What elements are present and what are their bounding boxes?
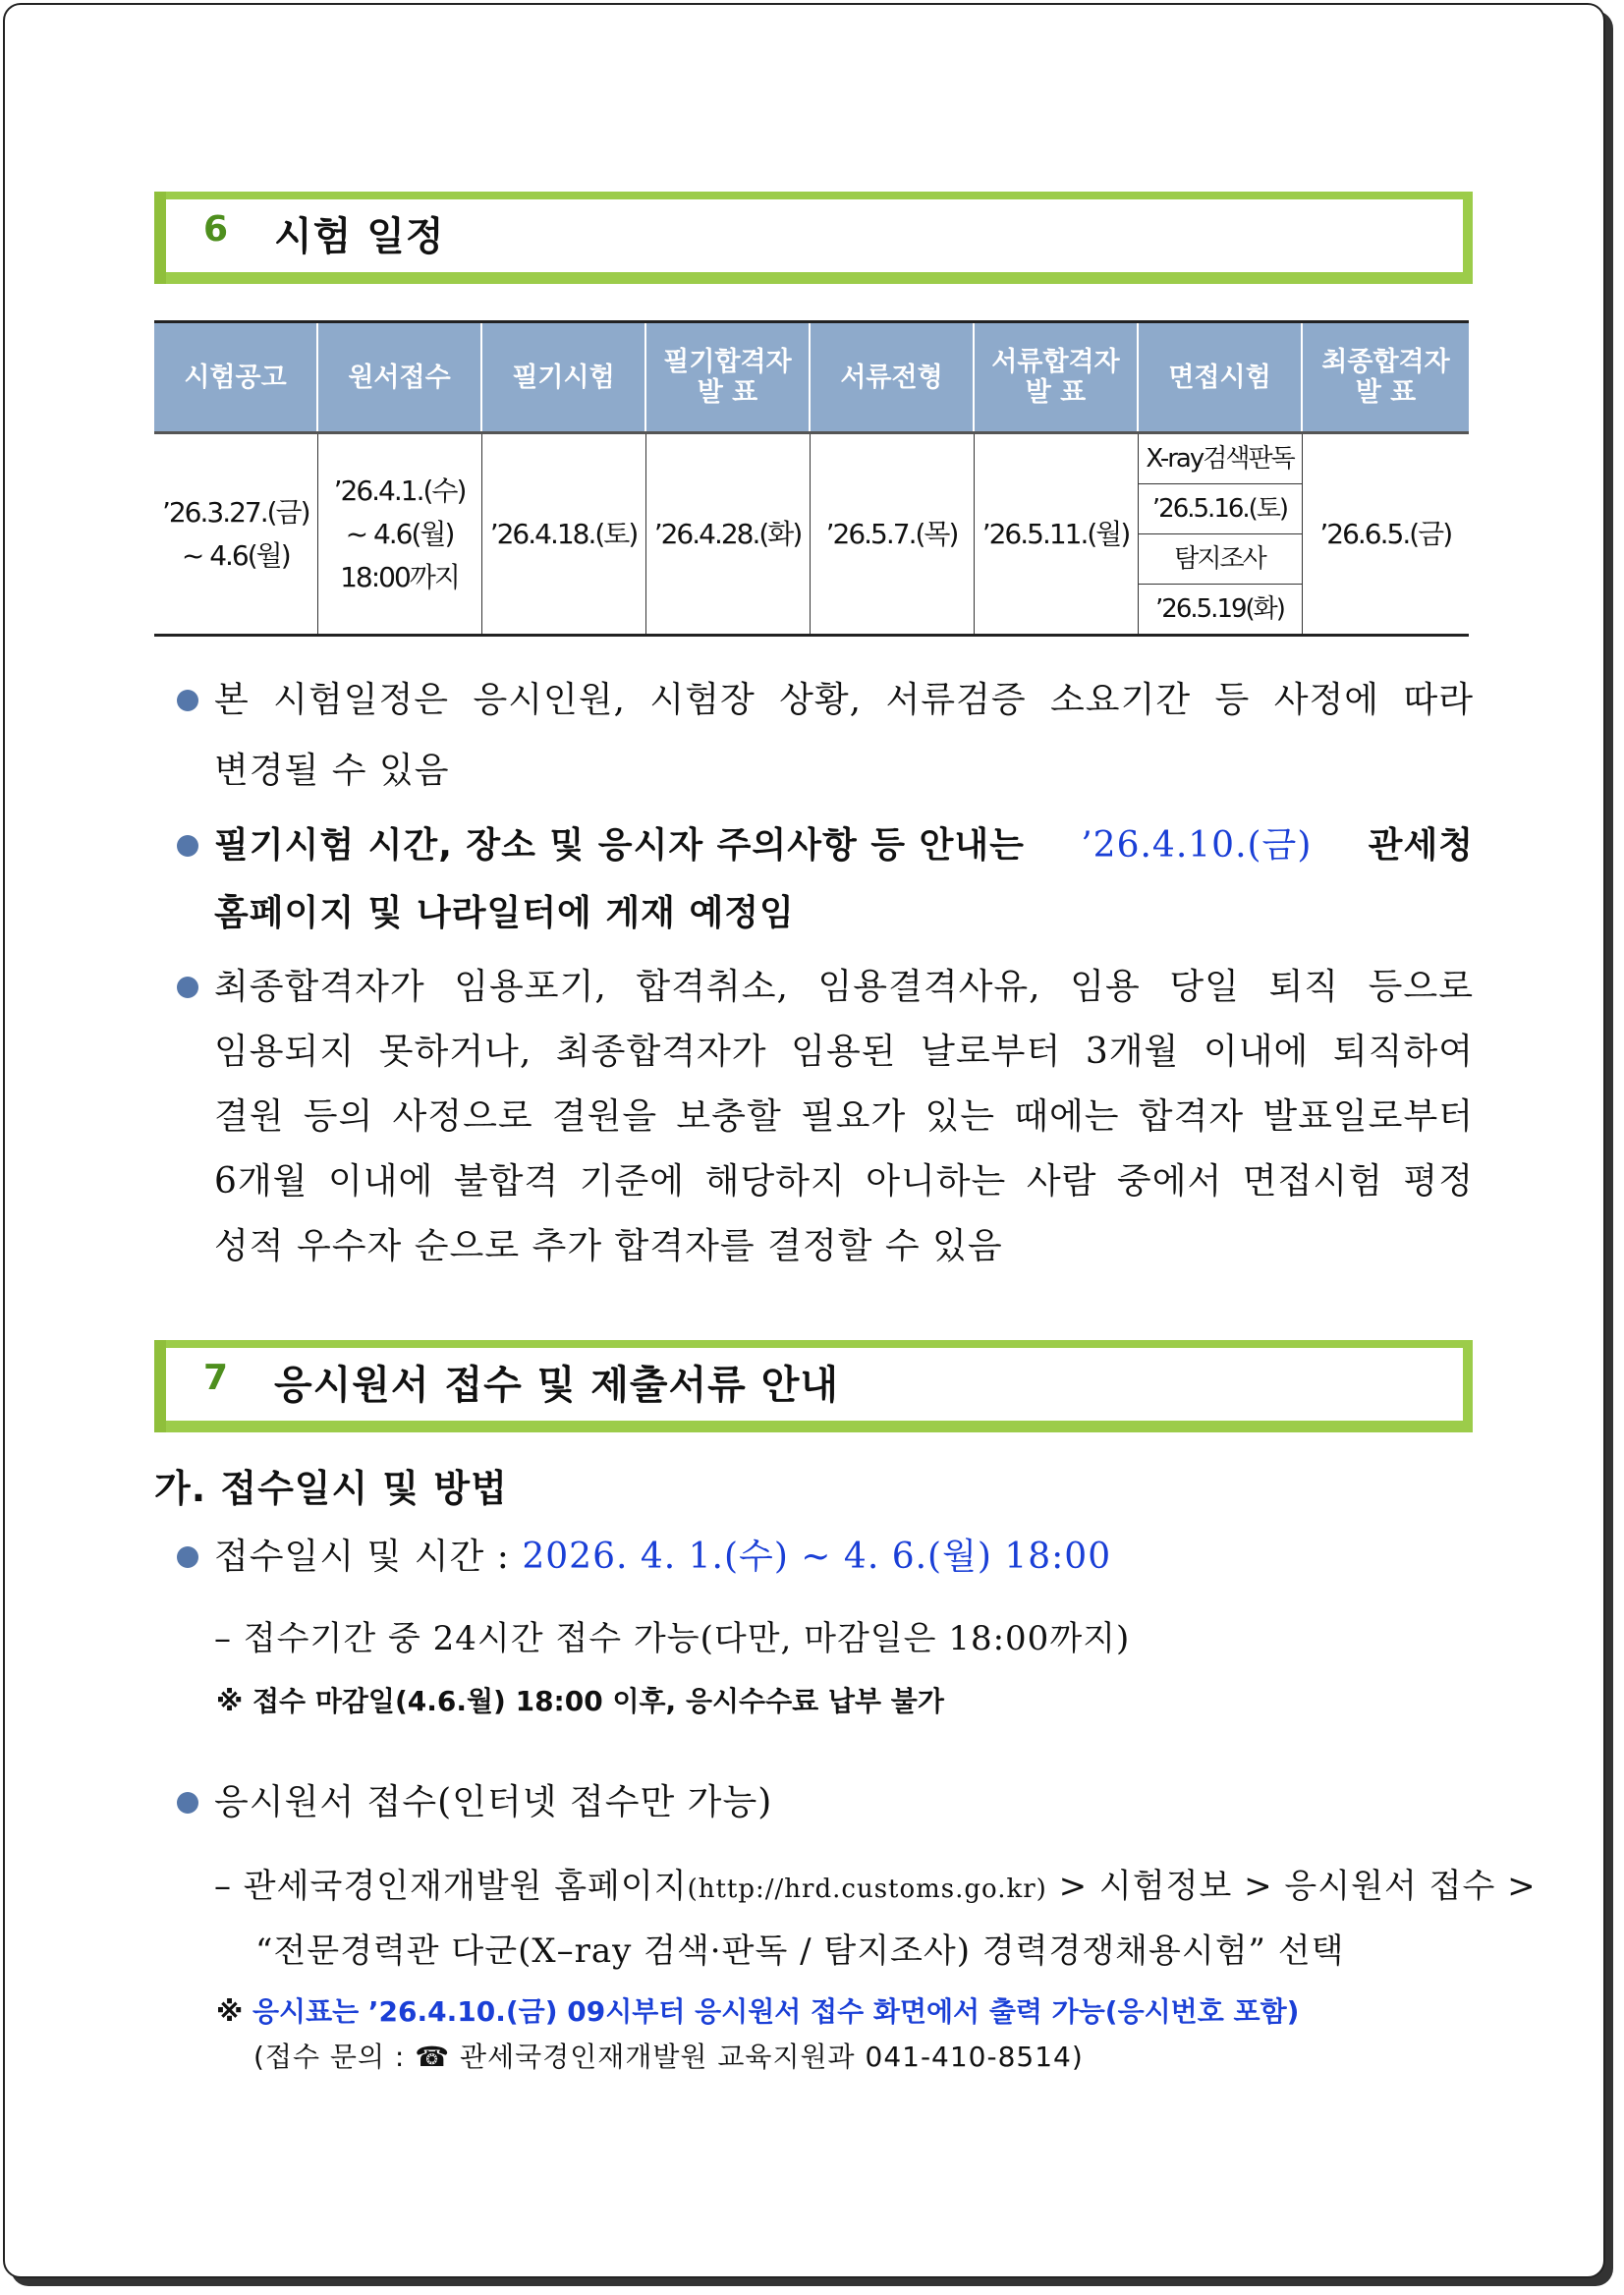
bullet-text: 홈페이지 및 나라일터에 게재 예정임 xyxy=(214,893,795,933)
bullet-text: 변경될 수 있음 xyxy=(214,751,450,791)
receipt-line xyxy=(214,1529,1111,1579)
online-label: 응시원서 접수(인터넷 접수만 가능) xyxy=(214,1782,773,1822)
homepage-url[interactable]: (http://hrd.customs.go.kr) xyxy=(687,1875,1047,1904)
bullet-icon xyxy=(177,1792,198,1814)
bullet-text-line xyxy=(214,811,1474,881)
written-result-cell: ’26.4.28.(화) xyxy=(645,433,810,636)
bullet-icon xyxy=(177,977,198,998)
online-dash xyxy=(214,1859,1537,1907)
header-cell: 서류전형 xyxy=(810,322,974,433)
interview-cell: ’26.5.16.(토) xyxy=(1138,484,1302,534)
bullet-text: 결원 등의 사정으로 결원을 보충할 필요가 있는 때에는 합격자 발표일로부터 xyxy=(214,1096,1474,1137)
section-title: 응시원서 접수 및 제출서류 안내 xyxy=(274,1363,840,1408)
interview-cell: ’26.5.19(화) xyxy=(1138,585,1302,636)
bullet-text: 6개월 이내에 불합격 기준에 해당하지 아니하는 사람 중에서 면접시험 평정 xyxy=(214,1161,1474,1202)
section-number: 7 xyxy=(203,1358,229,1398)
interview-cell: X-ray검색판독 xyxy=(1138,433,1302,484)
bullet-text: 본 시험일정은 응시인원, 시험장 상황, 서류검증 소요기간 등 사정에 따라 xyxy=(214,680,1474,720)
subsection-title: 가. 접수일시 및 방법 xyxy=(154,1467,508,1510)
bullet-text: 관세청 xyxy=(1368,825,1474,866)
bullet-icon xyxy=(177,1546,198,1568)
receipt-value: 2026. 4. 1.(수) ~ 4. 6.(월) 18:00 xyxy=(522,1537,1112,1577)
bullet-text: 최종합격자가 임용포기, 합격취소, 임용결격사유, 임용 당일 퇴직 등으로 xyxy=(214,967,1474,1007)
bullet-text: 필기시험 시간, 장소 및 응시자 주의사항 등 안내는 xyxy=(214,825,1025,866)
final-result-cell: ’26.6.5.(금) xyxy=(1302,433,1469,636)
header-cell: 면접시험 xyxy=(1138,322,1302,433)
receipt-dash: – 접수기간 중 24시간 접수 가능(다만, 마감일은 18:00까지) xyxy=(214,1619,1131,1658)
section-title: 시험 일정 xyxy=(274,214,445,259)
section-number: 6 xyxy=(203,209,229,250)
bullet-text: 성적 우수자 순으로 추가 합격자를 결정할 수 있음 xyxy=(214,1226,1003,1266)
table-header-row xyxy=(154,322,1469,433)
header-cell: 서류합격자 발 표 xyxy=(974,322,1138,433)
section-6-header xyxy=(154,192,1473,284)
bullet-icon xyxy=(177,835,198,857)
written-exam-cell: ’26.4.18.(토) xyxy=(481,433,645,636)
online-dash-line2: “전문경력관 다군(X–ray 검색·판독 / 탐지조사) 경력경쟁채용시험” 선택 xyxy=(255,1931,1345,1971)
header-cell: 원서접수 xyxy=(317,322,481,433)
note-prefix: ※ xyxy=(216,1995,252,2028)
online-dash-text: > 시험정보 > 응시원서 접수 > xyxy=(1046,1867,1537,1906)
contact-info: (접수 문의 : ☎ 관세국경인재개발원 교육지원과 041-410-8514) xyxy=(253,2041,1084,2073)
document-review-cell: ’26.5.7.(목) xyxy=(810,433,974,636)
header-cell: 필기시험 xyxy=(481,322,645,433)
application-cell: ’26.4.1.(수) ~ 4.6(월) 18:00까지 xyxy=(317,433,481,636)
receipt-label: 접수일시 및 시간 : xyxy=(214,1537,510,1577)
online-dash-text: – 관세국경인재개발원 홈페이지 xyxy=(214,1867,688,1906)
header-cell: 시험공고 xyxy=(154,322,317,433)
online-note xyxy=(216,1990,1299,2030)
notice-cell: ’26.3.27.(금) ~ 4.6(월) xyxy=(161,495,309,572)
receipt-note: ※ 접수 마감일(4.6.월) 18:00 이후, 응시수수료 납부 불가 xyxy=(216,1685,944,1717)
table-row xyxy=(154,433,1469,484)
bullet-text: 임용되지 못하거나, 최종합격자가 임용된 날로부터 3개월 이내에 퇴직하여 xyxy=(214,1032,1474,1072)
header-cell: 필기합격자 발 표 xyxy=(645,322,810,433)
date-highlight: ’26.4.10.(금) xyxy=(1081,825,1313,866)
schedule-table xyxy=(154,320,1469,637)
bullet-icon xyxy=(177,690,198,711)
header-cell: 최종합격자 발 표 xyxy=(1302,322,1469,433)
document-result-cell: ’26.5.11.(월) xyxy=(974,433,1138,636)
interview-cell: 탐지조사 xyxy=(1138,534,1302,585)
note-blue: 응시표는 ’26.4.10.(금) 09시부터 응시원서 접수 화면에서 출력 가능(응시번호 포함) xyxy=(252,1995,1300,2028)
section-7-header xyxy=(154,1340,1473,1432)
